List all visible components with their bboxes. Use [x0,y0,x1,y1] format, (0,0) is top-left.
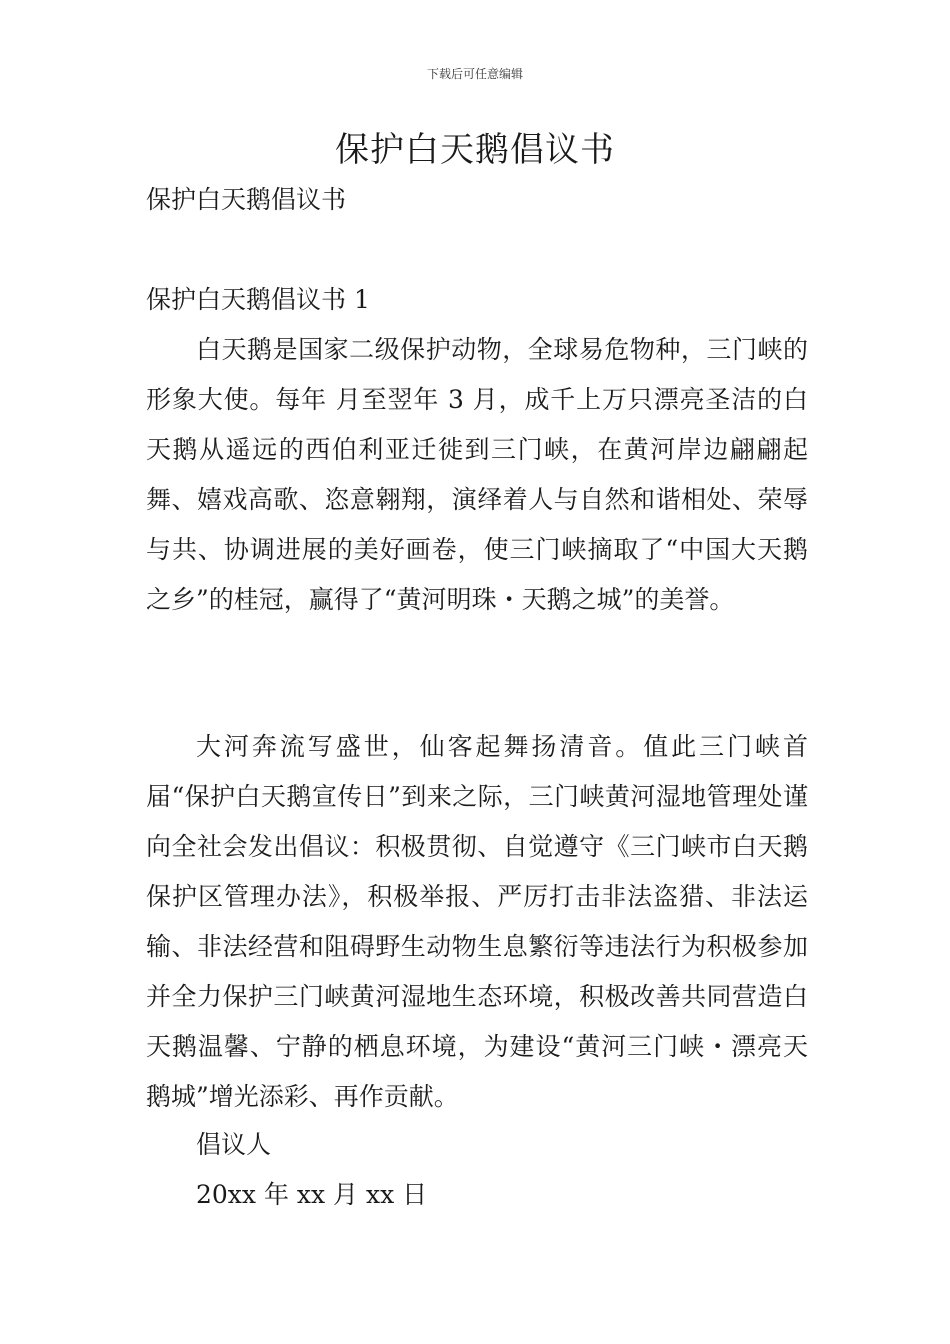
document-date: 20xx 年 xx 月 xx 日 [196,1180,428,1209]
header-note: 下载后可任意编辑 [426,67,523,81]
document-title: 保护白天鹅倡议书 [335,130,615,170]
section-heading: 保护白天鹅倡议书 1 [146,285,370,314]
paragraph-intro: 白天鹅是国家二级保护动物，全球易危物种，三门峡的形象大使。每年 月至翌年 3 月，成千上万只漂亮圣洁的白天鹅从遥远的西伯利亚迁徙到三门峡，在黄河岸边翩翩起舞、嬉戏高歌、恣意翱翔，演绎着人与自然和谐相处、荣辱与共、协调进展的美好画卷，使三门峡摘取了“中国大天鹅之乡”的桂冠，赢得了“黄河明珠・天鹅之城”的美誉。 [146,335,808,614]
document-subtitle: 保护白天鹅倡议书 [146,185,347,214]
signature: 倡议人 [196,1130,272,1159]
paragraph-initiative: 大河奔流写盛世，仙客起舞扬清音。值此三门峡首届“保护白天鹅宣传日”到来之际，三门峡黄河湿地管理处谨向全社会发出倡议：积极贯彻、自觉遵守《三门峡市白天鹅保护区管理办法》，积极举报、严厉打击非法盗猎、非法运输、非法经营和阻碍野生动物生息繁衍等违法行为积极参加并全力保护三门峡黄河湿地生态环境，积极改善共同营造白天鹅温馨、宁静的栖息环境，为建设“黄河三门峡・漂亮天鹅城”增光添彩、再作贡献。 [146,732,808,1111]
